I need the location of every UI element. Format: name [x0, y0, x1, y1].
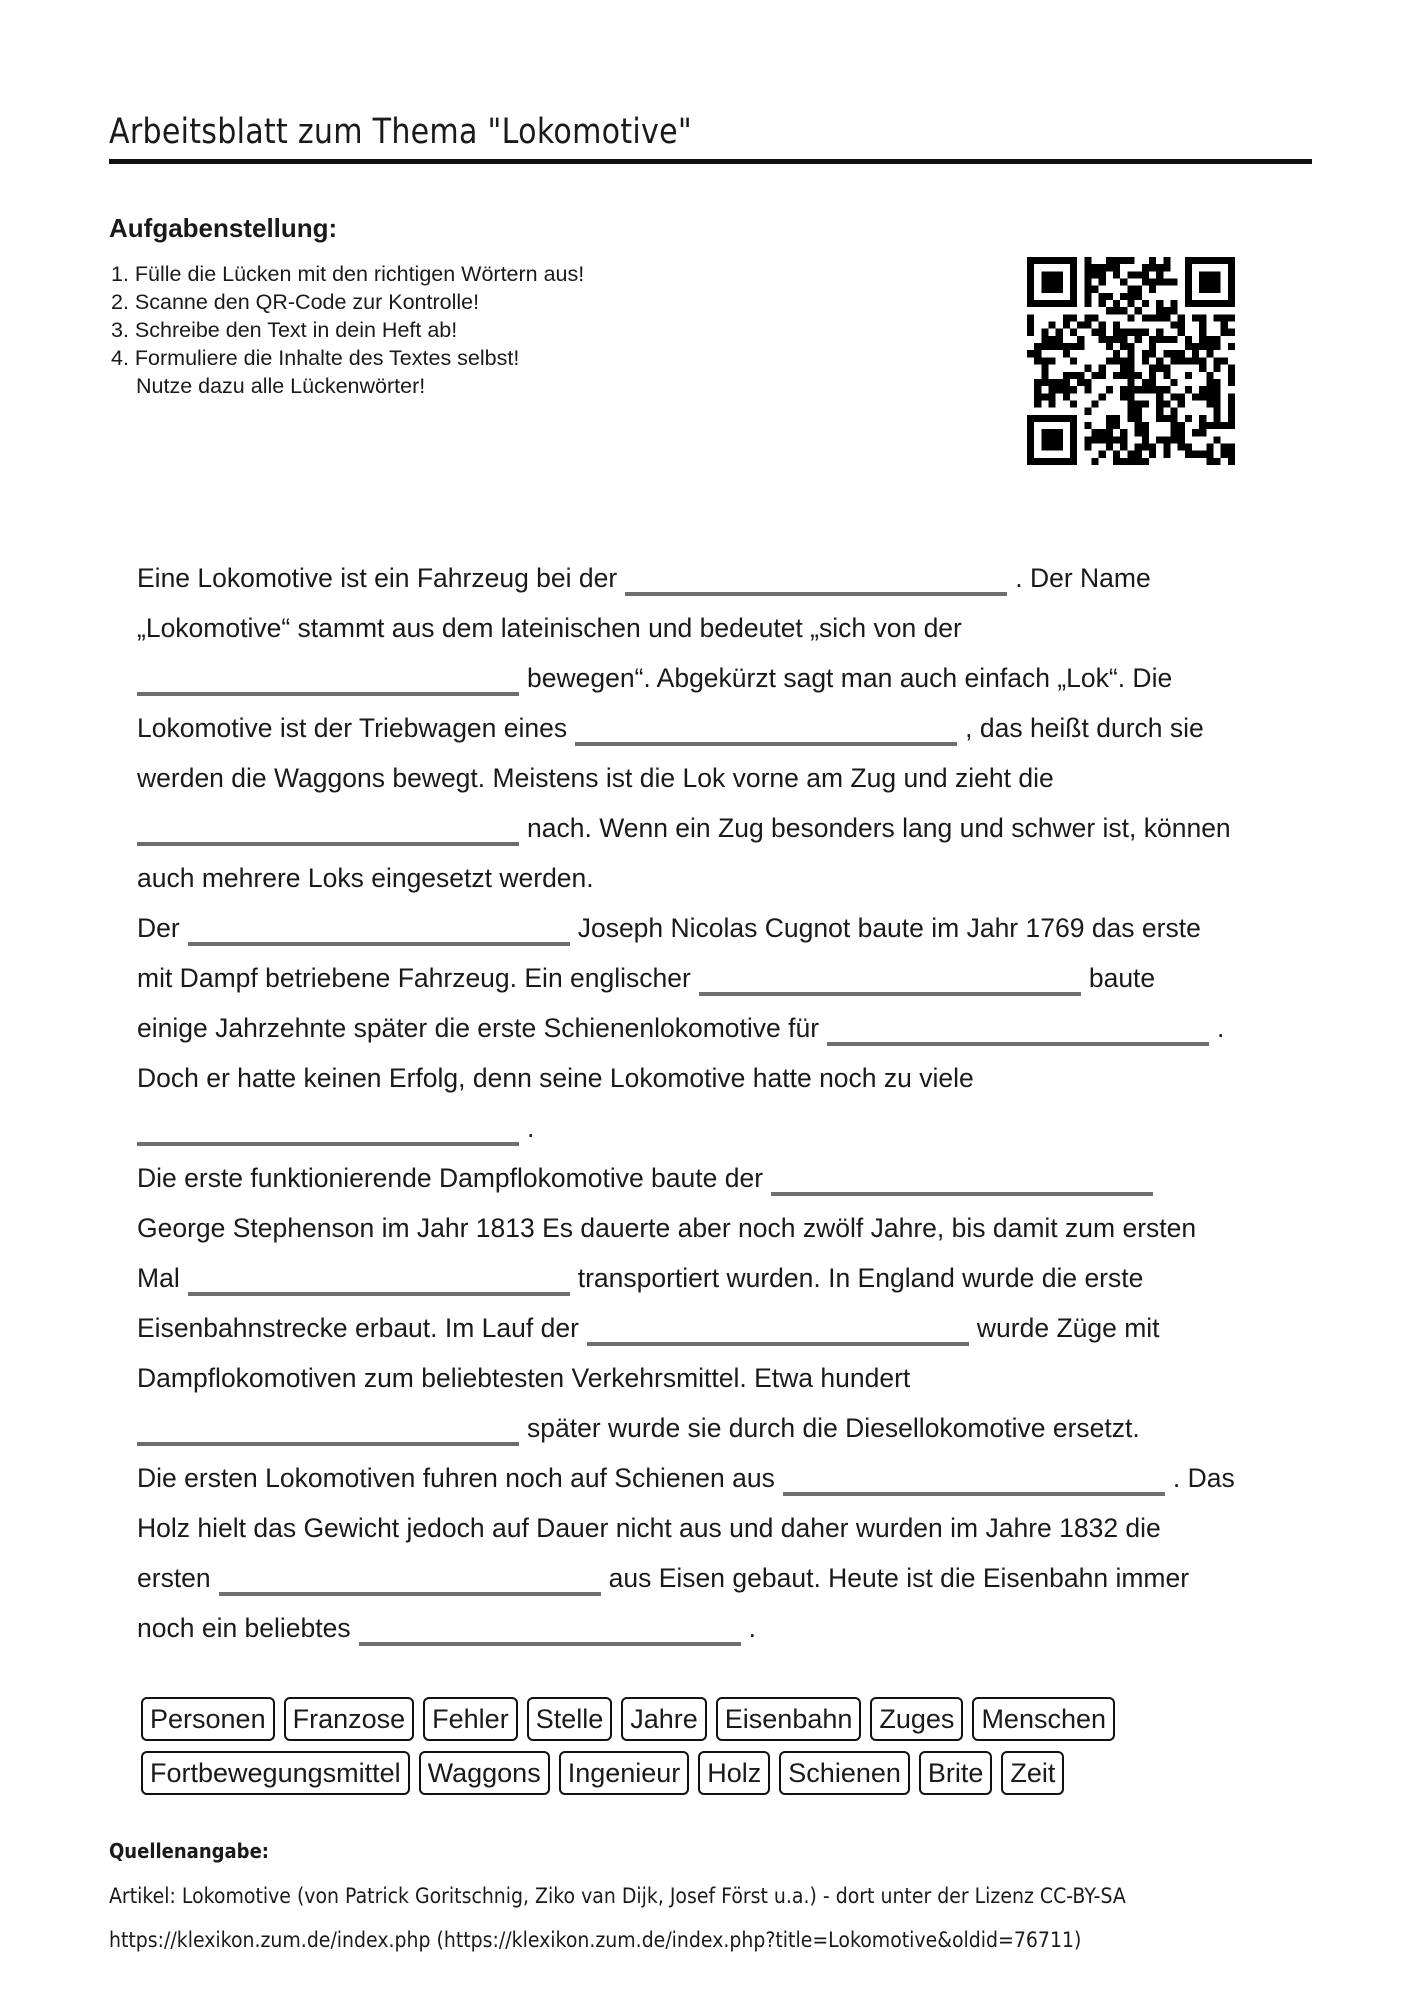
word-chip[interactable]: Eisenbahn	[716, 1697, 862, 1741]
blank-line[interactable]	[137, 1442, 519, 1446]
text-segment: baute	[1088, 963, 1156, 993]
text-segment: .	[527, 1113, 535, 1143]
blank-line[interactable]	[219, 1592, 601, 1596]
blank-line[interactable]	[771, 1192, 1153, 1196]
text-segment: werden die Waggons bewegt. Meistens ist die Lok vorne am Zug und zieht die	[137, 763, 1054, 793]
word-chip[interactable]: Fortbewegungsmittel	[141, 1751, 410, 1795]
text-segment: bewegen“. Abgekürzt sagt man auch einfach „Lok“. Die	[527, 663, 1173, 693]
text-segment: mit Dampf betriebene Fahrzeug. Ein englischer	[137, 963, 691, 993]
blank-line[interactable]	[137, 692, 519, 696]
text-segment: ersten	[137, 1563, 211, 1593]
blank-line[interactable]	[188, 1292, 570, 1296]
text-segment: Joseph Nicolas Cugnot baute im Jahr 1769 das erste	[577, 913, 1201, 943]
qr-code-icon	[1027, 257, 1235, 465]
blank-line[interactable]	[699, 992, 1081, 996]
word-chip[interactable]: Personen	[141, 1697, 275, 1741]
text-segment: Eine Lokomotive ist ein Fahrzeug bei der	[137, 563, 618, 593]
word-chip[interactable]: Franzose	[284, 1697, 415, 1741]
blank-line[interactable]	[783, 1492, 1165, 1496]
task-item: 2. Scanne den QR-Code zur Kontrolle!	[111, 290, 480, 314]
task-item: 3. Schreibe den Text in dein Heft ab!	[111, 318, 458, 342]
task-heading: Aufgabenstellung:	[109, 213, 338, 243]
word-chip[interactable]: Menschen	[972, 1697, 1115, 1741]
word-chip[interactable]: Zuges	[870, 1697, 963, 1741]
word-chip[interactable]: Brite	[919, 1751, 993, 1795]
task-item: 4. Formuliere die Inhalte des Textes selbst!	[111, 346, 520, 370]
source-heading: Quellenangabe:	[109, 1839, 269, 1863]
blank-line[interactable]	[137, 842, 519, 846]
text-segment: aus Eisen gebaut. Heute ist die Eisenbahn immer	[608, 1563, 1190, 1593]
word-bank-row	[141, 1697, 1291, 1741]
word-chip[interactable]: Ingenieur	[559, 1751, 690, 1795]
cloze-text	[137, 553, 1317, 1653]
text-segment: Doch er hatte keinen Erfolg, denn seine Lokomotive hatte noch zu viele	[137, 1063, 974, 1093]
text-segment: Lokomotive ist der Triebwagen eines	[137, 713, 568, 743]
blank-line[interactable]	[188, 942, 570, 946]
title-divider	[109, 159, 1312, 164]
source-citation: Artikel: Lokomotive (von Patrick Goritschnig, Ziko van Dijk, Josef Först u.a.) - dort unter der Lizenz CC-BY-SA	[109, 1884, 1126, 1908]
text-segment: .	[748, 1613, 757, 1643]
source-link[interactable]: https://klexikon.zum.de/index.php (https://klexikon.zum.de/index.php?title=Lokomotive&oldid=76711)	[109, 1928, 1082, 1952]
text-segment: George Stephenson im Jahr 1813 Es dauerte aber noch zwölf Jahre, bis damit zum ersten	[137, 1213, 1197, 1243]
task-item: Nutze dazu alle Lückenwörter!	[136, 374, 426, 398]
blank-line[interactable]	[575, 742, 957, 746]
word-chip[interactable]: Waggons	[419, 1751, 550, 1795]
text-segment: Holz hielt das Gewicht jedoch auf Dauer nicht aus und daher wurden im Jahre 1832 die	[137, 1513, 1161, 1543]
text-segment: noch ein beliebtes	[137, 1613, 351, 1643]
text-segment: Mal	[137, 1263, 180, 1293]
text-segment: einige Jahrzehnte später die erste Schienenlokomotive für	[137, 1013, 820, 1043]
blank-line[interactable]	[827, 1042, 1209, 1046]
blank-line[interactable]	[359, 1642, 741, 1646]
page-title: Arbeitsblatt zum Thema "Lokomotive"	[109, 112, 692, 152]
word-chip[interactable]: Jahre	[621, 1697, 707, 1741]
task-list	[111, 260, 584, 400]
text-segment: Dampflokomotiven zum beliebtesten Verkehrsmittel. Etwa hundert	[137, 1363, 911, 1393]
text-segment: nach. Wenn ein Zug besonders lang und schwer ist, können	[527, 813, 1231, 843]
word-bank	[141, 1697, 1291, 1805]
blank-line[interactable]	[587, 1342, 969, 1346]
text-segment: . Das	[1172, 1463, 1235, 1493]
text-segment: Die ersten Lokomotiven fuhren noch auf Schienen aus	[137, 1463, 775, 1493]
task-item: 1. Fülle die Lücken mit den richtigen Wörtern aus!	[111, 262, 585, 286]
word-bank-row	[141, 1751, 1291, 1795]
word-chip[interactable]: Fehler	[423, 1697, 518, 1741]
text-segment: „Lokomotive“ stammt aus dem lateinischen und bedeutet „sich von der	[137, 613, 962, 643]
text-segment: später wurde sie durch die Diesellokomotive ersetzt.	[527, 1413, 1140, 1443]
text-segment: .	[1217, 1013, 1225, 1043]
text-segment: Eisenbahnstrecke erbaut. Im Lauf der	[137, 1313, 579, 1343]
text-segment: wurde Züge mit	[976, 1313, 1160, 1343]
text-segment: auch mehrere Loks eingesetzt werden.	[137, 863, 594, 893]
text-segment: , das heißt durch sie	[965, 713, 1204, 743]
text-segment: Der	[137, 913, 180, 943]
word-chip[interactable]: Holz	[698, 1751, 770, 1795]
text-segment: . Der Name	[1015, 563, 1151, 593]
word-chip[interactable]: Stelle	[527, 1697, 613, 1741]
word-chip[interactable]: Schienen	[779, 1751, 910, 1795]
text-segment: Die erste funktionierende Dampflokomotive baute der	[137, 1163, 764, 1193]
blank-line[interactable]	[625, 592, 1007, 596]
word-chip[interactable]: Zeit	[1001, 1751, 1064, 1795]
blank-line[interactable]	[137, 1142, 519, 1146]
text-segment: transportiert wurden. In England wurde die erste	[577, 1263, 1144, 1293]
